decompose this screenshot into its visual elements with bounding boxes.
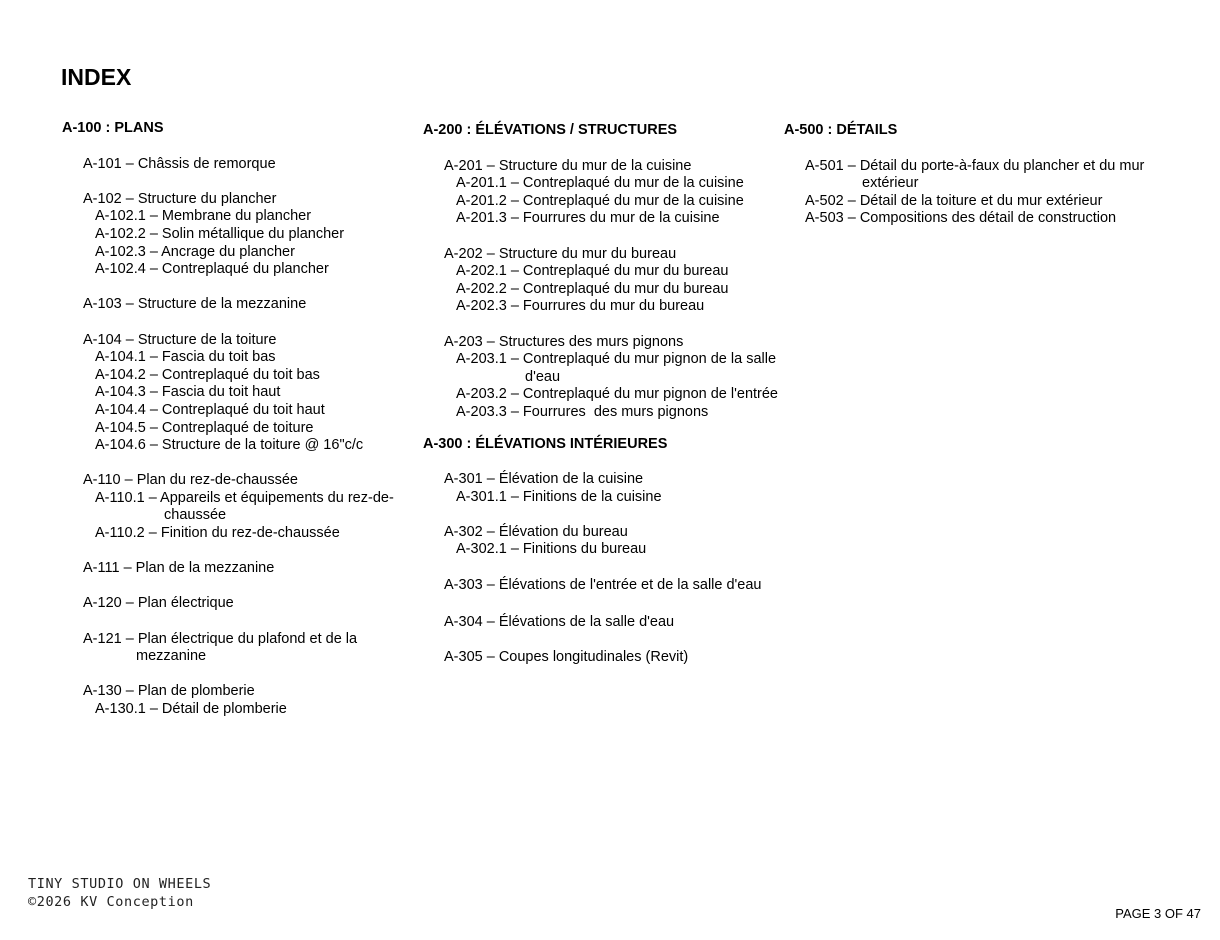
index-subentry: A-202.3 – Fourrures du mur du bureau (456, 298, 705, 315)
index-subentry: A-130.1 – Détail de plomberie (95, 701, 287, 717)
index-entry: A-130 – Plan de plomberie (83, 683, 255, 700)
index-entry: A-501 – Détail du porte-à-faux du plancher et du mur extérieur (805, 157, 1145, 192)
index-group (83, 472, 407, 542)
index-entry: A-502 – Détail de la toiture et du mur extérieur (805, 192, 1103, 209)
index-group (83, 683, 407, 718)
index-entry: A-302 – Élévation du bureau (444, 523, 628, 540)
index-group (83, 631, 407, 666)
column-a500 (784, 122, 1145, 246)
index-group (444, 614, 775, 632)
footer-credits (28, 875, 211, 911)
index-subentry: A-104.4 – Contreplaqué du toit haut (95, 401, 325, 418)
index-subentry: A-104.5 – Contreplaqué de toiture (95, 419, 314, 436)
index-subentry: A-110.2 – Finition du rez-de-chaussée (95, 525, 340, 542)
section-heading-a500: A-500 : DÉTAILS (784, 122, 898, 138)
index-subentry: A-302.1 – Finitions du bureau (456, 541, 647, 558)
index-group (444, 333, 778, 422)
index-entry: A-103 – Structure de la mezzanine (83, 296, 307, 313)
index-entry: A-201 – Structure du mur de la cuisine (444, 157, 692, 174)
index-subentry: A-202.1 – Contreplaqué du mur du bureau (456, 263, 729, 280)
index-entry: A-301 – Élévation de la cuisine (444, 471, 644, 488)
index-subentry: A-110.1 – Appareils et équipements du rez-de-chaussée (95, 489, 394, 524)
index-subentry: A-203.3 – Fourrures des murs pignons (456, 403, 709, 420)
index-group (444, 524, 775, 559)
index-subentry: A-102.1 – Membrane du plancher (95, 208, 312, 225)
index-group (83, 332, 407, 455)
index-subentry: A-104.3 – Fascia du toit haut (95, 384, 281, 401)
section-heading-a100: A-100 : PLANS (62, 120, 164, 136)
index-group (444, 577, 775, 595)
index-entry: A-120 – Plan électrique (83, 595, 234, 612)
index-group (444, 471, 775, 506)
index-entry: A-305 – Coupes longitudinales (Revit) (444, 649, 689, 666)
index-group (805, 157, 1145, 228)
index-entry: A-304 – Élévations de la salle d'eau (444, 614, 675, 631)
page-number: PAGE 3 OF 47 (1115, 906, 1201, 921)
index-subentry: A-201.2 – Contreplaqué du mur de la cuisine (456, 192, 744, 209)
index-group (83, 156, 407, 174)
section-heading-a300: A-300 : ÉLÉVATIONS INTÉRIEURES (423, 435, 668, 452)
index-group (83, 560, 407, 578)
index-entry: A-102 – Structure du plancher (83, 190, 277, 207)
index-entry: A-110 – Plan du rez-de-chaussée (83, 472, 298, 489)
section-heading-a200: A-200 : ÉLÉVATIONS / STRUCTURES (423, 122, 678, 138)
index-subentry: A-202.2 – Contreplaqué du mur du bureau (456, 280, 729, 297)
index-subentry: A-102.4 – Contreplaqué du plancher (95, 261, 329, 278)
index-entry: A-121 – Plan électrique du plafond et de la mezzanine (83, 630, 358, 665)
index-subentry: A-201.3 – Fourrures du mur de la cuisine (456, 210, 720, 227)
index-subentry: A-301.1 – Finitions de la cuisine (456, 488, 662, 505)
index-group (83, 595, 407, 613)
index-subentry: A-203.2 – Contreplaqué du mur pignon de l'entrée (456, 386, 778, 403)
index-group (83, 296, 407, 314)
index-entry: A-202 – Structure du mur du bureau (444, 245, 677, 262)
studio-name: TINY STUDIO ON WHEELS (28, 876, 212, 892)
index-subentry: A-102.3 – Ancrage du plancher (95, 243, 295, 260)
column-a200-a300 (423, 122, 778, 685)
index-group (83, 191, 407, 279)
index-group (444, 158, 775, 228)
index-group (444, 649, 775, 667)
index-entry: A-203 – Structures des murs pignons (444, 333, 684, 350)
index-subentry: A-104.1 – Fascia du toit bas (95, 349, 276, 366)
column-a100 (62, 120, 407, 736)
index-subentry: A-102.2 – Solin métallique du plancher (95, 225, 345, 242)
index-subentry: A-201.1 – Contreplaqué du mur de la cuisine (456, 175, 744, 192)
index-entry: A-104 – Structure de la toiture (83, 331, 277, 348)
index-subentry: A-203.1 – Contreplaqué du mur pignon de la salle d'eau (456, 351, 777, 385)
index-entry: A-503 – Compositions des détail de construction (805, 210, 1117, 227)
index-subentry: A-104.6 – Structure de la toiture @ 16"c/c (95, 437, 364, 454)
index-subentry: A-104.2 – Contreplaqué du toit bas (95, 366, 320, 383)
page-title: INDEX (61, 64, 132, 90)
index-entry: A-101 – Châssis de remorque (83, 155, 276, 172)
index-group (444, 246, 775, 316)
copyright: ©2026 KV Conception (28, 894, 194, 910)
index-entry: A-303 – Élévations de l'entrée et de la salle d'eau (444, 576, 762, 593)
index-entry: A-111 – Plan de la mezzanine (83, 560, 275, 577)
